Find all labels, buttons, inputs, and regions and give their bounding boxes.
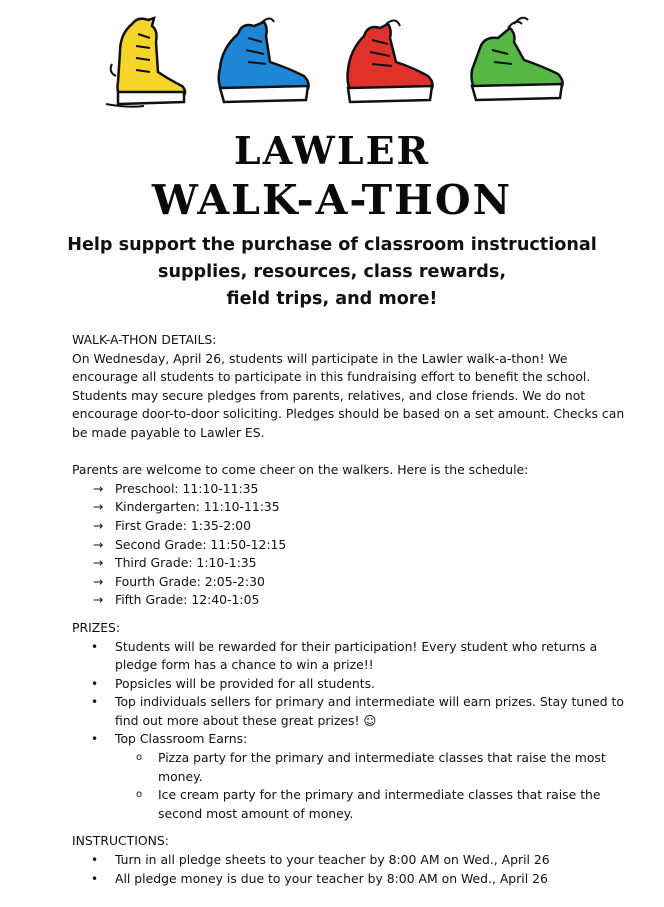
circle-bullet: o [136,752,143,764]
arrow-bullet: → [93,555,104,571]
details-heading: WALK-A-THON DETAILS: [72,332,217,347]
tagline-line-1: Help support the purchase of classroom instructional [67,235,597,255]
instructions-heading: INSTRUCTIONS: [72,833,169,849]
bullet-dot: • [91,639,99,654]
sneaker-banner [0,12,664,117]
schedule-item: → Kindergarten: 11:10-11:35 [72,498,632,517]
circle-bullet: o [136,789,143,801]
prizes-list [72,638,632,824]
arrow-bullet: → [93,480,104,496]
green-sneaker-icon [466,12,576,112]
bullet-dot: • [91,676,99,691]
bullet-dot: • [91,853,99,868]
schedule-item: → Preschool: 11:10-11:35 [72,480,632,499]
schedule-intro: Parents are welcome to come cheer on the walkers. Here is the schedule: [72,462,529,478]
flyer-body [72,331,632,888]
arrow-bullet: → [93,592,104,608]
schedule-item: → First Grade: 1:35-2:00 [72,517,632,536]
prize-item: • Top individuals sellers for primary and intermediate will earn prizes. Stay tuned to find out more about these great prizes! ☺ [91,694,624,728]
classroom-prize-list [115,749,632,823]
schedule-list [72,480,632,610]
red-sneaker-icon [342,12,444,112]
arrow-bullet: → [93,517,104,533]
schedule-item: → Fifth Grade: 12:40-1:05 [72,591,632,610]
classroom-prize-item: o Pizza party for the primary and intermediate classes that raise the most money. [136,750,606,784]
schedule-item: → Fourth Grade: 2:05-2:30 [72,573,632,592]
tagline-line-3: field trips, and more! [226,289,438,309]
title-line-2: WALK-A-THON [151,176,513,224]
prize-item: • Top Classroom Earns: o Pizza party for the primary and intermediate classes that raise the most money. o Ice cream party for the primary and intermediate classes that raise the second most amount of money. [72,730,632,823]
schedule-item: → Third Grade: 1:10-1:35 [72,554,632,573]
bullet-dot: • [91,871,99,886]
arrow-bullet: → [93,573,104,589]
bullet-dot: • [91,732,99,747]
bullet-dot: • [91,695,99,710]
title-line-1: LAWLER [233,128,431,173]
instruction-item: • Turn in all pledge sheets to your teacher by 8:00 AM on Wed., April 26 [72,851,632,870]
schedule-item: → Second Grade: 11:50-12:15 [72,536,632,555]
tagline-line-2: supplies, resources, class rewards, [157,262,507,282]
arrow-bullet: → [93,536,104,552]
instruction-item: • All pledge money is due to your teacher by 8:00 AM on Wed., April 26 [72,870,632,889]
instructions-list [72,851,632,888]
yellow-sneaker-icon [98,12,190,112]
prize-item: • Students will be rewarded for their participation! Every student who returns a pledge form has a chance to win a prize!! [91,638,598,673]
blue-sneaker-icon [208,12,320,112]
details-paragraph: On Wednesday, April 26, students will participate in the Lawler walk-a-thon! We encourage all students to participate in this fundraising effort to benefit the school. Students may secure pledges from parents, relatives, and close friends. We do not encourage door-to-door soliciting. Pledges should be based on a set amount. Checks can be made payable to Lawler ES. [72,350,625,440]
classroom-prize-item: o Ice cream party for the primary and intermediate classes that raise the second most amount of money. [136,787,601,821]
tagline [30,232,634,313]
prize-item: • Popsicles will be provided for all students. [72,675,632,694]
prizes-heading: PRIZES: [72,619,121,635]
arrow-bullet: → [93,499,104,515]
